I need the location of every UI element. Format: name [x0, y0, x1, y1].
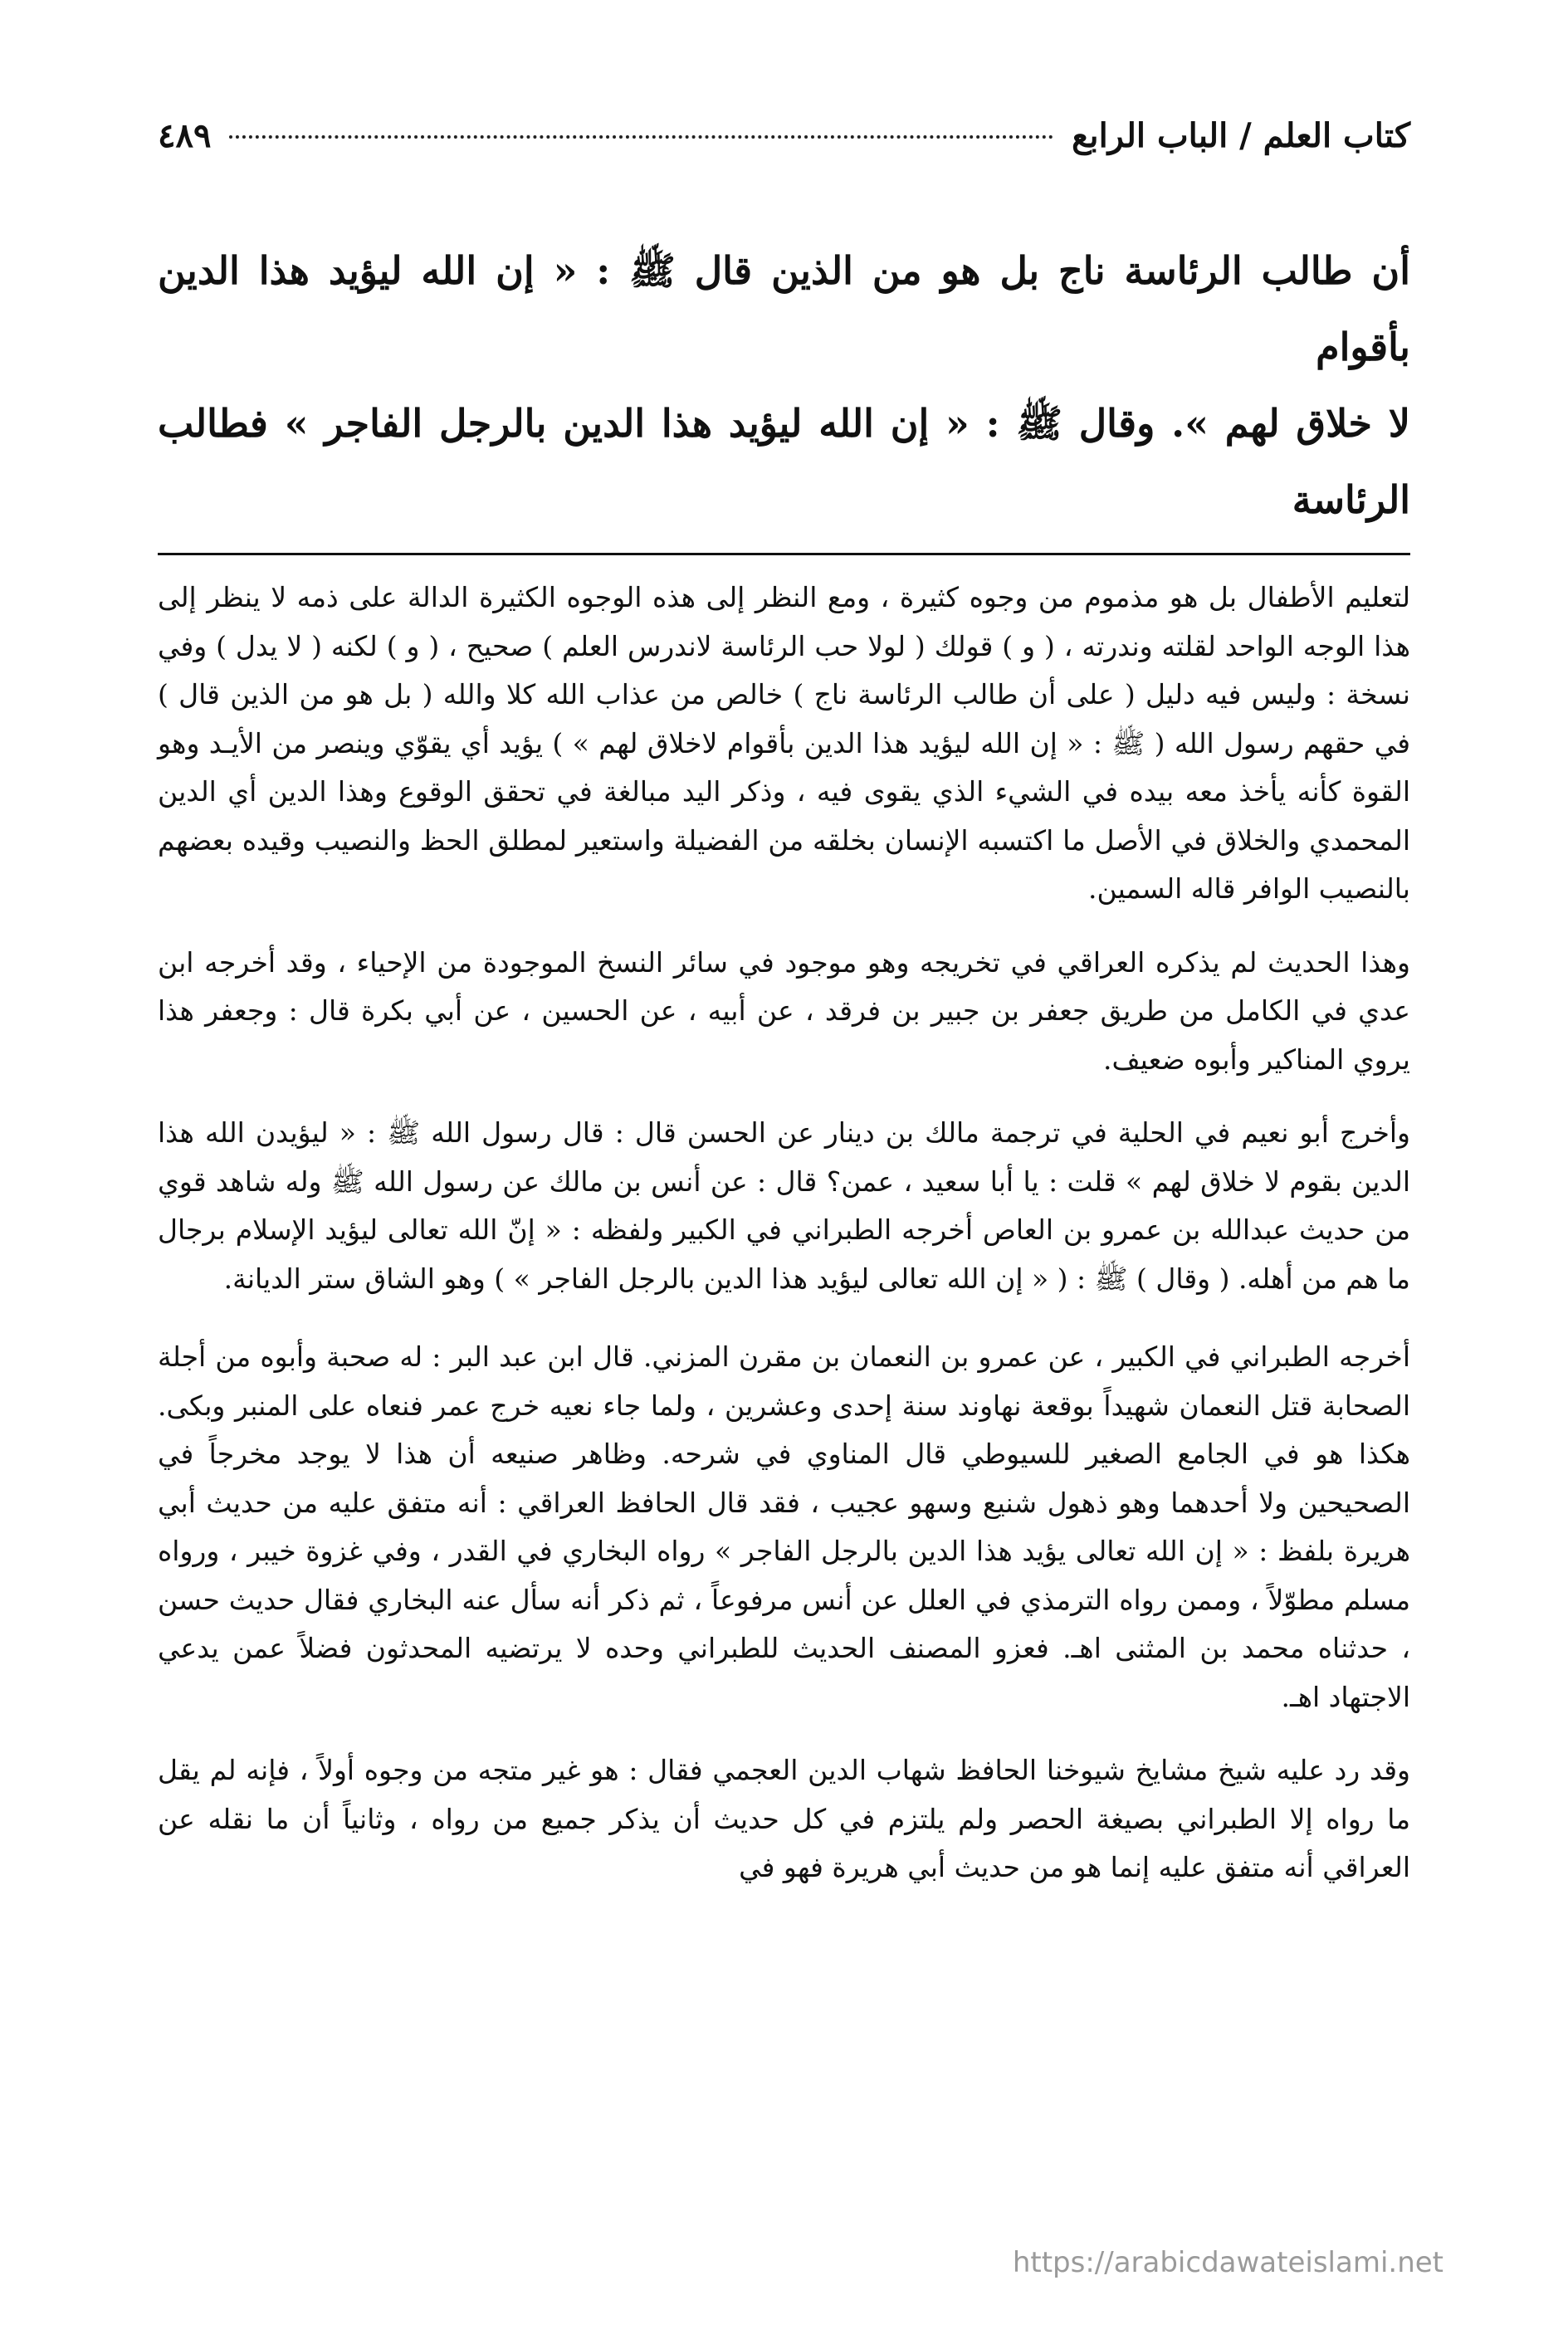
main-line-1: أن طالب الرئاسة ناج بل هو من الذين قال ﷺ : « إن الله ليؤيد هذا الدين بأقوام — [158, 248, 1410, 369]
commentary — [158, 574, 1410, 1892]
commentary-paragraph-4: أخرجه الطبراني في الكبير ، عن عمرو بن النعمان بن مقرن المزني. قال ابن عبد البر : له صحبة وأبوه من أجلة الصحابة قتل النعمان شهيداً بوقعة نهاوند سنة إحدى وعشرين ، ولما جاء نعيه خرج عمر فنعاه على المنبر وبكى. هكذا هو في الجامع الصغير للسيوطي قال المناوي في شرحه. وظاهر صنيعه أن هذا لا يوجد مخرجاً في الصحيحين ولا أحدهما وهو ذهول شنيع وسهو عجيب ، فقد قال الحافظ العراقي : أنه متفق عليه من حديث أبي هريرة بلفظ : « إن الله تعالى يؤيد هذا الدين بالرجل الفاجر » رواه البخاري في القدر ، وفي غزوة خيبر ، ورواه مسلم مطوّلاً ، وممن رواه الترمذي في العلل عن أنس مرفوعاً ، ثم ذكر أنه سأل عنه البخاري فقال حديث حسن ، حدثناه محمد بن المثنى اهـ. فعزو المصنف الحديث للطبراني وحده لا يرتضيه المحدثون فضلاً عمن يدعي الاجتهاد اهـ. — [158, 1340, 1410, 1713]
main-text — [158, 232, 1410, 538]
chapter-title: كتاب العلم / الباب الرابع — [1072, 116, 1410, 155]
commentary-paragraph-3: وأخرج أبو نعيم في الحلية في ترجمة مالك بن دينار عن الحسن قال : قال رسول الله ﷺ : « ليؤيدن الله هذا الدين بقوم لا خلاق لهم » قلت : يا أبا سعيد ، عمن؟ قال : عن أنس بن مالك عن رسول الله ﷺ وله شاهد قوي من حديث عبدالله بن عمرو بن العاص أخرجه الطبراني في الكبير ولفظه : « إنّ الله تعالى ليؤيد الإسلام برجال ما هم من أهله. ( وقال ) ﷺ : ( « إن الله تعالى ليؤيد هذا الدين بالرجل الفاجر » ) وهو الشاق ستر الديانة. — [158, 1116, 1410, 1295]
leader-dots — [229, 135, 1053, 139]
footnote-separator — [158, 553, 1410, 555]
main-line-2: لا خلاق لهم ». وقال ﷺ : « إن الله ليؤيد هذا الدين بالرجل الفاجر » فطالب الرئاسة — [158, 401, 1410, 522]
commentary-paragraph-2: وهذا الحديث لم يذكره العراقي في تخريجه وهو موجود في سائر النسخ الموجودة من الإحياء ، وقد أخرجه ابن عدي في الكامل من طريق جعفر بن جبير بن فرقد ، عن أبيه ، عن الحسين ، عن أبي بكرة قال : وجعفر هذا يروي المناكير وأبوه ضعيف. — [158, 945, 1410, 1076]
page-number: ٤٨٩ — [158, 116, 212, 155]
commentary-paragraph-1: لتعليم الأطفال بل هو مذموم من وجوه كثيرة ، ومع النظر إلى هذه الوجوه الكثيرة الدالة على ذمه لا ينظر إلى هذا الوجه الواحد لقلته وندرته ، ( و ) قولك ( لولا حب الرئاسة لاندرس العلم ) صحيح ، ( و ) لكنه ( لا يدل ) وفي نسخة : وليس فيه دليل ( على أن طالب الرئاسة ناج ) خالص من عذاب الله كلا والله ( بل هو من الذين قال ) في حقهم رسول الله ( ﷺ : « إن الله ليؤيد هذا الدين بأقوام لاخلاق لهم » ) يؤيد أي يقوّي وينصر من الأيـد وهو القوة كأنه يأخذ معه بيده في الشيء الذي يقوى فيه ، وذكر اليد مبالغة في تحقق الوقوع وهذا الدين أي الدين المحمدي والخلاق في الأصل ما اكتسبه الإنسان بخلقه من الفضيلة واستعير لمطلق الحظ والنصيب وقيده بعضهم بالنصيب الوافر قاله السمين. — [158, 581, 1410, 905]
watermark-url: https://arabicdawateislami.net — [1012, 2246, 1443, 2279]
commentary-paragraph-5: وقد رد عليه شيخ مشايخ شيوخنا الحافظ شهاب الدين العجمي فقال : هو غير متجه من وجوه أولاً ، فإنه لم يقل ما رواه إلا الطبراني بصيغة الحصر ولم يلتزم في كل حديث أن يذكر جميع من رواه ، وثانياً أن ما نقله عن العراقي أنه متفق عليه إنما هو من حديث أبي هريرة فهو في — [158, 1754, 1410, 1883]
running-header — [158, 116, 1410, 183]
